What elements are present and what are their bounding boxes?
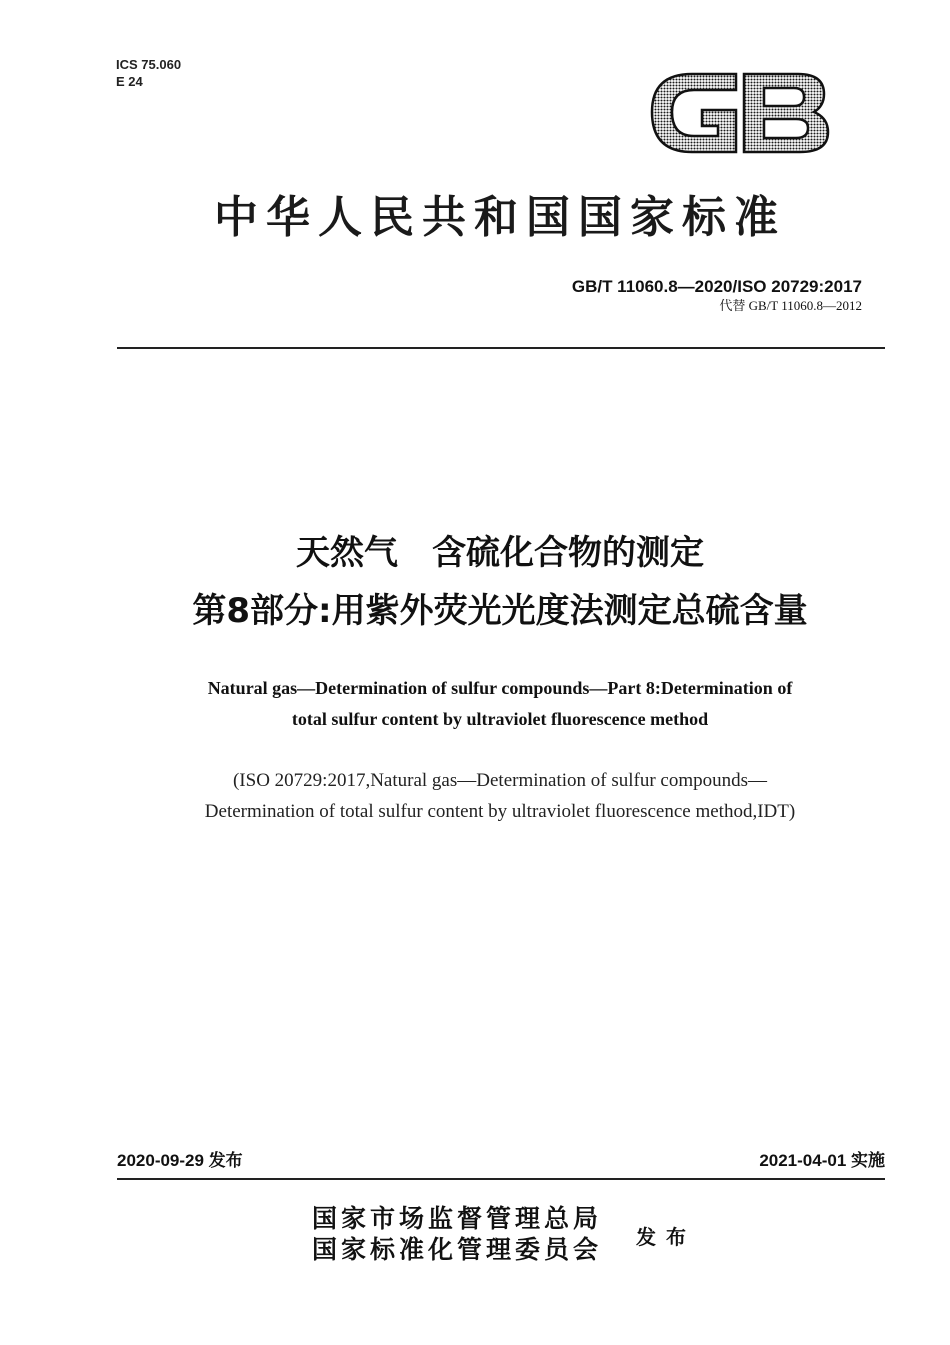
publish-date: 2020-09-29 发布: [117, 1151, 243, 1170]
title-cn-line2: 第8部分:用紫外荧光光度法测定总硫含量: [192, 591, 808, 631]
ics-code: ICS 75.060: [116, 57, 182, 72]
iso-note-line1: (ISO 20729:2017,Natural gas—Determination of sulfur compounds—: [232, 770, 768, 791]
bottom-divider: [117, 1178, 885, 1180]
title-en: [60, 673, 940, 735]
replaces-standard: 代替 GB/T 11060.8—2012: [719, 298, 862, 313]
issuer-sac: 国家标准化管理委员会: [312, 1235, 603, 1264]
title-en-line2: total sulfur content by ultraviolet fluorescence method: [291, 709, 709, 729]
issuer-samr: 国家市场监督管理总局: [312, 1204, 603, 1233]
gb-logo-g: [652, 74, 736, 152]
gb-logo-b: [744, 74, 828, 152]
gb-logo: [648, 66, 832, 158]
issue-label: 发布: [636, 1225, 696, 1249]
national-standard-title: 中华人民共和国国家标准: [214, 192, 786, 243]
title-cn-line1: 天然气 含硫化合物的测定: [296, 533, 704, 573]
standard-number: GB/T 11060.8—2020/ISO 20729:2017: [571, 277, 862, 296]
iso-equivalence-note: [60, 765, 940, 827]
classification-codes: [116, 56, 181, 90]
ccs-code: E 24: [116, 74, 143, 89]
implement-date: 2021-04-01 实施: [759, 1151, 885, 1170]
top-divider: [117, 347, 885, 349]
issuing-authorities: [312, 1203, 602, 1265]
title-en-line1: Natural gas—Determination of sulfur compounds—Part 8:Determination of: [207, 678, 793, 698]
iso-note-line2: Determination of total sulfur content by ultraviolet fluorescence method,IDT): [204, 801, 796, 822]
